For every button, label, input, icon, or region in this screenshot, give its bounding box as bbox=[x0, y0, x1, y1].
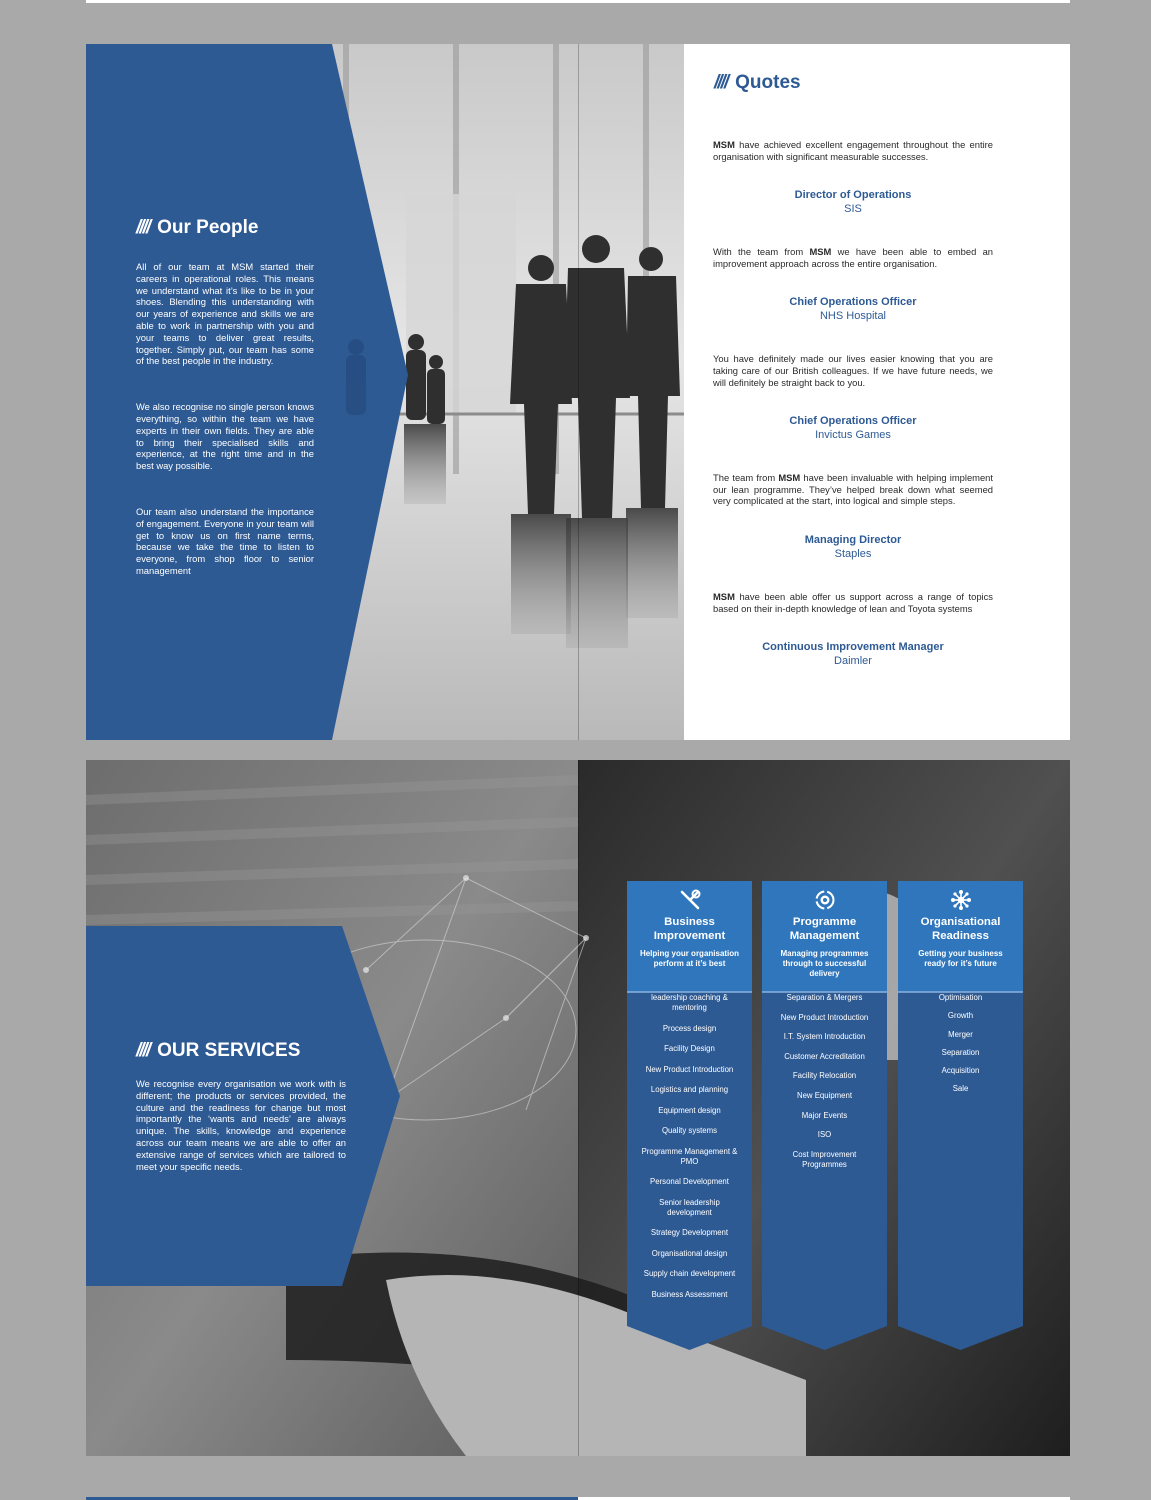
quotes-heading bbox=[714, 72, 801, 94]
service-list bbox=[627, 983, 752, 1300]
quote-item bbox=[713, 246, 993, 323]
quote-item bbox=[713, 591, 993, 668]
quote-author bbox=[713, 533, 993, 561]
service-item: Equipment design bbox=[658, 1105, 721, 1115]
column-subtitle: Getting your business ready for it’s future bbox=[918, 949, 1003, 968]
quote-text: MSM have been able offer us support across a range of topics based on their in-depth knowledge of lean and Toyota systems bbox=[713, 590, 993, 614]
service-item: New Product Introduction bbox=[645, 1064, 734, 1074]
quote-text: MSM have achieved excellent engagement throughout the entire organisation with significant measurable successes. bbox=[713, 139, 993, 162]
services-paragraph: We recognise every organisation we work with is different; the products or services provided, the culture and the readiness for change but most importantly the ‘wants and needs’ are always unique. The skills, knowledge and experience across our team means we are able to offer an extensive range of services which are tailored to meet your specific needs. bbox=[136, 1078, 346, 1172]
service-item: New Equipment bbox=[796, 1090, 853, 1100]
service-item: Personal Development bbox=[650, 1177, 729, 1186]
quote-text: With the team from MSM we have been able to embed an improvement approach across the entire organisation. bbox=[713, 246, 993, 269]
service-item: Major Events bbox=[801, 1110, 848, 1120]
service-item: Business Assessment bbox=[651, 1289, 728, 1299]
service-item: leadership coaching & mentoring bbox=[651, 993, 728, 1012]
our-people-heading bbox=[136, 217, 314, 239]
quote-org: Staples bbox=[834, 547, 872, 560]
quote-author bbox=[713, 295, 993, 323]
service-item: Separation bbox=[941, 1047, 980, 1057]
organisational-readiness-column bbox=[898, 881, 1023, 1350]
quote-role: Director of Operations bbox=[794, 189, 912, 202]
our-services-title: OUR SERVICES bbox=[157, 1040, 301, 1061]
quote-org: Invictus Games bbox=[815, 429, 891, 442]
tools-icon bbox=[679, 889, 701, 911]
quote-item bbox=[713, 139, 993, 216]
page-fold bbox=[578, 760, 579, 1456]
service-item: Supply chain development bbox=[643, 1269, 736, 1278]
service-item: Quality systems bbox=[661, 1126, 718, 1135]
people-paragraph: All of our team at MSM started their careers in operational roles. This means we understand what it’s like to be in your shoes. Blending this understanding with our years of experience and skills we are able to work in partnership with you and your teams to deliver great results, together. Simply put, our team has some of the best people in the industry. bbox=[136, 261, 314, 367]
previous-page-edge bbox=[86, 0, 1070, 3]
service-item: Cost Improvement Programmes bbox=[792, 1149, 857, 1169]
service-item: Sale bbox=[952, 1084, 969, 1094]
people-paragraph: Our team also understand the importance of engagement. Everyone in your team will get to know us on first name terms, because we take the time to listen to everyone, from shop floor to senior management bbox=[136, 505, 314, 576]
service-item: Process design bbox=[662, 1023, 717, 1033]
quote-author bbox=[713, 640, 993, 668]
service-item: Facility Design bbox=[664, 1044, 715, 1053]
business-improvement-column bbox=[627, 881, 752, 1350]
service-item: Senior leadership development bbox=[659, 1197, 720, 1217]
service-item: Merger bbox=[948, 1029, 973, 1039]
column-subtitle: Managing programmes through to successful delivery bbox=[780, 949, 869, 978]
column-title: Programme Management bbox=[789, 916, 860, 942]
service-item: Separation & Mergers bbox=[786, 993, 863, 1002]
people-quotes-spread bbox=[86, 44, 1070, 740]
service-item: Facility Relocation bbox=[792, 1071, 857, 1081]
quote-author bbox=[713, 414, 993, 442]
quote-item bbox=[713, 472, 993, 561]
quote-role: Chief Operations Officer bbox=[789, 415, 917, 428]
column-subtitle: Helping your organisation perform at it’s best bbox=[639, 949, 740, 968]
network-icon bbox=[950, 889, 972, 911]
service-list bbox=[762, 983, 887, 1170]
service-item: Programme Management & PMO bbox=[641, 1146, 738, 1166]
column-title: Organisational Readiness bbox=[920, 916, 1001, 942]
service-item: ISO bbox=[817, 1130, 832, 1140]
service-list bbox=[898, 983, 1023, 1094]
service-item: Logistics and planning bbox=[650, 1085, 729, 1094]
our-people-title: Our People bbox=[157, 217, 259, 238]
quotes-title: Quotes bbox=[735, 72, 801, 93]
service-item: Customer Accreditation bbox=[784, 1051, 865, 1061]
services-spread bbox=[86, 760, 1070, 1456]
service-item: I.T. System Introduction bbox=[783, 1032, 866, 1042]
quote-role: Managing Director bbox=[804, 533, 902, 546]
quotes-page bbox=[684, 44, 1070, 740]
service-item: Optimisation bbox=[938, 993, 983, 1002]
slashes-mark: //// bbox=[136, 1040, 150, 1061]
our-people-section bbox=[136, 217, 314, 611]
quote-text: You have definitely made our lives easier knowing that you are taking care of our British colleagues. If we have future needs, we will definitely be straight back to you. bbox=[713, 353, 993, 388]
programme-management-column bbox=[762, 881, 887, 1350]
slashes-mark: //// bbox=[714, 72, 728, 93]
service-item: Strategy Development bbox=[650, 1228, 729, 1237]
slashes-mark: //// bbox=[136, 217, 150, 238]
people-paragraph: We also recognise no single person knows everything, so within the team we have experts in their own fields. They are able to bring their specialised skills and experience, at the right time and in the best way possible. bbox=[136, 401, 314, 472]
our-services-heading bbox=[136, 1040, 346, 1062]
service-item: Organisational design bbox=[651, 1248, 728, 1258]
quote-org: SIS bbox=[844, 203, 862, 216]
quote-org: NHS Hospital bbox=[819, 310, 887, 323]
quote-org: Daimler bbox=[834, 655, 872, 668]
quote-item bbox=[713, 353, 993, 442]
quote-text: The team from MSM have been invaluable with helping implement our lean programme. They’ve helped break down what seemed very complicated at the start, into logical and simple steps. bbox=[713, 472, 994, 507]
quote-role: Chief Operations Officer bbox=[789, 296, 917, 309]
gear-cycle-icon bbox=[814, 889, 836, 911]
page-fold bbox=[578, 44, 579, 740]
quotes-list bbox=[713, 139, 993, 698]
our-services-section bbox=[136, 1040, 346, 1172]
quote-role: Continuous Improvement Manager bbox=[762, 641, 944, 654]
quote-author bbox=[713, 188, 993, 216]
service-item: Acquisition bbox=[941, 1066, 980, 1076]
column-title: Business Improvement bbox=[653, 916, 726, 942]
service-item: New Product Introduction bbox=[780, 1012, 869, 1022]
service-item: Growth bbox=[947, 1011, 974, 1021]
